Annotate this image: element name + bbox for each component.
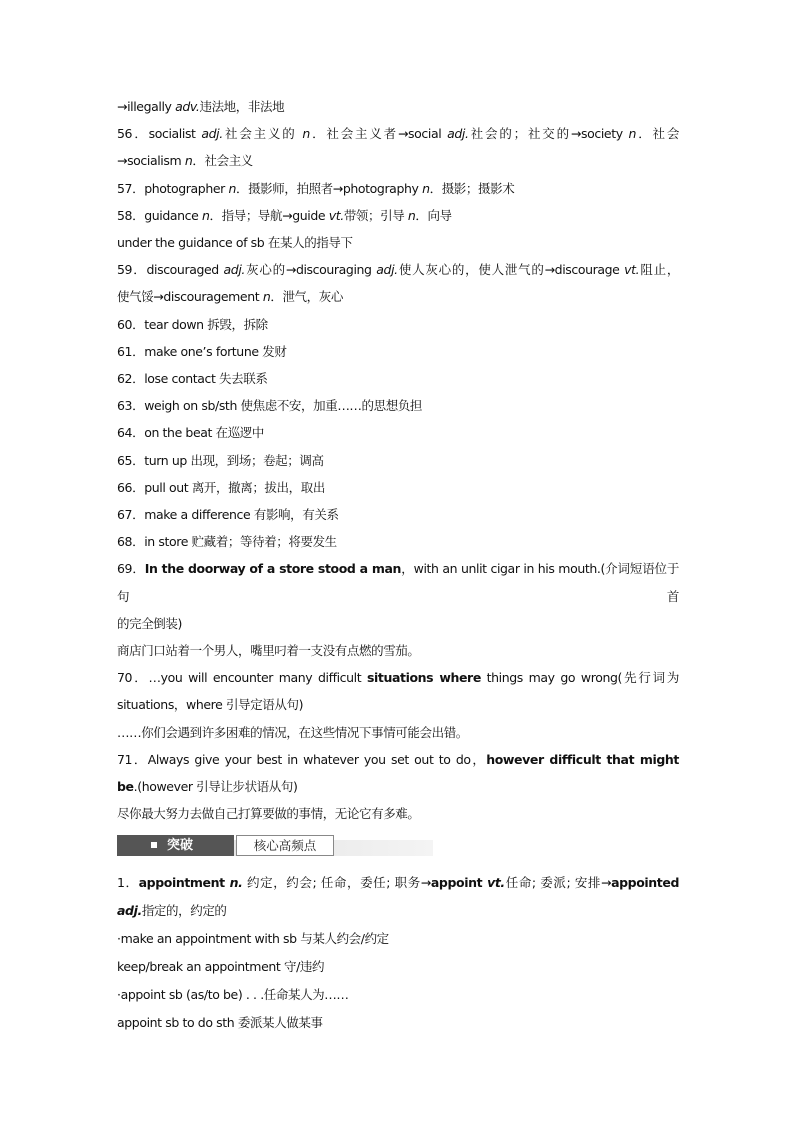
text-line bbox=[117, 283, 679, 310]
bold-text: appointment bbox=[138, 875, 230, 891]
text-line bbox=[117, 691, 679, 718]
part-of-speech: vt. bbox=[328, 207, 344, 223]
text-line bbox=[117, 925, 679, 953]
text-segment: ．指导；导航→guide bbox=[209, 207, 329, 223]
text-segment: 违法地，非法地 bbox=[199, 99, 285, 114]
part-of-speech: adv. bbox=[175, 99, 200, 114]
text-line bbox=[117, 897, 679, 925]
text-segment: 57．photographer bbox=[117, 180, 229, 196]
part-of-speech: adj. bbox=[376, 262, 398, 278]
part-of-speech: n bbox=[228, 180, 236, 196]
text-line bbox=[117, 528, 679, 555]
text-line bbox=[117, 610, 679, 637]
text-segment: appoint sb to do sth 委派某人做某事 bbox=[117, 1015, 323, 1031]
part-of-speech: vt. bbox=[487, 875, 505, 891]
text-line bbox=[117, 1009, 679, 1037]
text-segment: 58．guidance bbox=[117, 207, 202, 223]
document-body bbox=[117, 93, 679, 1037]
text-line bbox=[117, 311, 679, 338]
text-segment: 65．turn up 出现，到场；卷起；调高 bbox=[117, 452, 324, 468]
banner-dark-tab bbox=[117, 835, 234, 856]
text-segment: ·appoint sb (as/to be) . . .任命某人为…… bbox=[117, 987, 349, 1003]
text-segment: 56．socialist bbox=[117, 126, 202, 142]
text-segment: →socialism bbox=[117, 153, 185, 169]
text-segment: ·make an appointment with sb 与某人约会/约定 bbox=[117, 931, 389, 947]
text-segment: ．摄影师，拍照者→photography bbox=[235, 180, 423, 196]
text-segment: ．向导 bbox=[415, 207, 452, 223]
bold-text: however difficult that might bbox=[486, 751, 679, 767]
text-segment: 66．pull out 离开，撤离；拔出，取出 bbox=[117, 479, 325, 495]
text-line bbox=[117, 773, 679, 800]
text-segment: keep/break an appointment 守/违约 bbox=[117, 959, 325, 975]
text-segment: 69． bbox=[117, 561, 145, 577]
text-segment: 带领；引导 bbox=[343, 207, 408, 223]
text-segment: 使气馁→discouragement bbox=[117, 289, 263, 305]
text-line bbox=[117, 474, 679, 501]
text-segment: 指定的，约定的 bbox=[141, 903, 227, 919]
text-line bbox=[117, 365, 679, 392]
text-segment: 62．lose contact 失去联系 bbox=[117, 371, 268, 387]
text-line bbox=[117, 555, 679, 609]
text-line bbox=[117, 800, 679, 827]
text-segment: ．社会 bbox=[636, 126, 679, 142]
text-segment: 的完全倒装) bbox=[117, 615, 182, 631]
banner-light-tab: 核心高频点 bbox=[236, 835, 334, 856]
text-line bbox=[117, 869, 679, 897]
text-segment: 灰心的→discouraging bbox=[245, 262, 377, 278]
text-line bbox=[117, 501, 679, 528]
text-line bbox=[117, 175, 679, 202]
part-of-speech: vt. bbox=[624, 262, 640, 278]
text-line bbox=[117, 746, 679, 773]
text-line bbox=[117, 202, 679, 229]
part-of-speech: n bbox=[184, 153, 193, 169]
text-segment: .(however 引导让步状语从句) bbox=[133, 779, 298, 795]
text-line bbox=[117, 981, 679, 1009]
text-line bbox=[117, 719, 679, 746]
text-segment: 社会的；社交的→society bbox=[468, 126, 629, 142]
part-of-speech: n bbox=[202, 207, 210, 223]
square-bullet-icon bbox=[151, 842, 157, 848]
part-of-speech: adj. bbox=[201, 126, 223, 142]
key-points-list bbox=[117, 869, 679, 1037]
text-line bbox=[117, 419, 679, 446]
part-of-speech: n bbox=[407, 207, 416, 223]
text-segment: →illegally bbox=[117, 99, 176, 114]
bold-text: be bbox=[117, 779, 134, 795]
text-segment: 71．Always give your best in whatever you set out to do， bbox=[117, 751, 487, 767]
bold-text: appointed bbox=[611, 875, 679, 891]
text-line bbox=[117, 637, 679, 664]
text-segment: ，with an unlit cigar in his mouth.(介词短语位于句首 bbox=[117, 561, 679, 604]
text-segment: 使人灰心的，使人泄气的→discourage bbox=[397, 262, 625, 278]
text-segment: 63．weigh on sb/sth 使焦虑不安，加重……的思想负担 bbox=[117, 398, 423, 414]
text-line bbox=[117, 120, 679, 147]
part-of-speech: adj. bbox=[117, 903, 142, 919]
text-segment: ．社会主义者→social bbox=[309, 126, 448, 142]
bold-text: appoint bbox=[430, 875, 488, 891]
text-segment: ．社会主义 bbox=[192, 153, 253, 169]
text-segment: ……你们会遇到许多困难的情况，在这些情况下事情可能会出错。 bbox=[117, 724, 468, 740]
part-of-speech: adj. bbox=[447, 126, 469, 142]
text-line bbox=[117, 338, 679, 365]
text-segment: 67．make a difference 有影响，有关系 bbox=[117, 507, 339, 523]
text-segment: ．泄气，灰心 bbox=[270, 289, 343, 305]
part-of-speech: adj. bbox=[223, 262, 245, 278]
text-line bbox=[117, 229, 679, 256]
part-of-speech: n bbox=[262, 289, 271, 305]
text-segment: 阻止， bbox=[639, 262, 679, 278]
text-line bbox=[117, 256, 679, 283]
text-segment: 60．tear down 拆毁，拆除 bbox=[117, 316, 268, 332]
text-line bbox=[117, 93, 679, 120]
text-line bbox=[117, 392, 679, 419]
text-segment: situations，where 引导定语从句) bbox=[117, 697, 304, 713]
bold-text: In the doorway of a store stood a man bbox=[144, 561, 402, 577]
text-line bbox=[117, 447, 679, 474]
part-of-speech: n bbox=[628, 126, 637, 142]
text-segment: things may go wrong(先行词为 bbox=[480, 670, 679, 686]
section-banner bbox=[117, 835, 433, 859]
text-segment: 68．in store 贮藏着；等待着；将要发生 bbox=[117, 534, 337, 550]
text-segment: under the guidance of sb 在某人的指导下 bbox=[117, 235, 353, 251]
part-of-speech: n. bbox=[229, 875, 243, 891]
text-segment: 尽你最大努力去做自己打算要做的事情，无论它有多难。 bbox=[117, 806, 420, 822]
text-line bbox=[117, 147, 679, 174]
vocabulary-list bbox=[117, 93, 679, 827]
banner-dark-label: 突破 bbox=[167, 838, 194, 854]
part-of-speech: n bbox=[422, 180, 430, 196]
text-segment: 70．…you will encounter many difficult bbox=[117, 670, 367, 686]
text-segment: 约定，约会; 任命，委任; 职务→ bbox=[242, 875, 431, 891]
text-segment: 1． bbox=[117, 875, 139, 891]
text-line bbox=[117, 664, 679, 691]
part-of-speech: n bbox=[302, 126, 310, 142]
text-segment: 任命; 委派; 安排→ bbox=[504, 875, 612, 891]
text-segment: 商店门口站着一个男人，嘴里叼着一支没有点燃的雪茄。 bbox=[117, 643, 420, 659]
text-segment: 64．on the beat 在巡逻中 bbox=[117, 425, 264, 441]
text-line bbox=[117, 953, 679, 981]
text-segment: 59．discouraged bbox=[117, 262, 224, 278]
text-segment: 社会主义的 bbox=[222, 126, 303, 142]
text-segment: ．摄影；摄影术 bbox=[429, 180, 515, 196]
bold-text: situations where bbox=[367, 670, 481, 686]
text-segment: 61．make one’s fortune 发财 bbox=[117, 343, 287, 359]
